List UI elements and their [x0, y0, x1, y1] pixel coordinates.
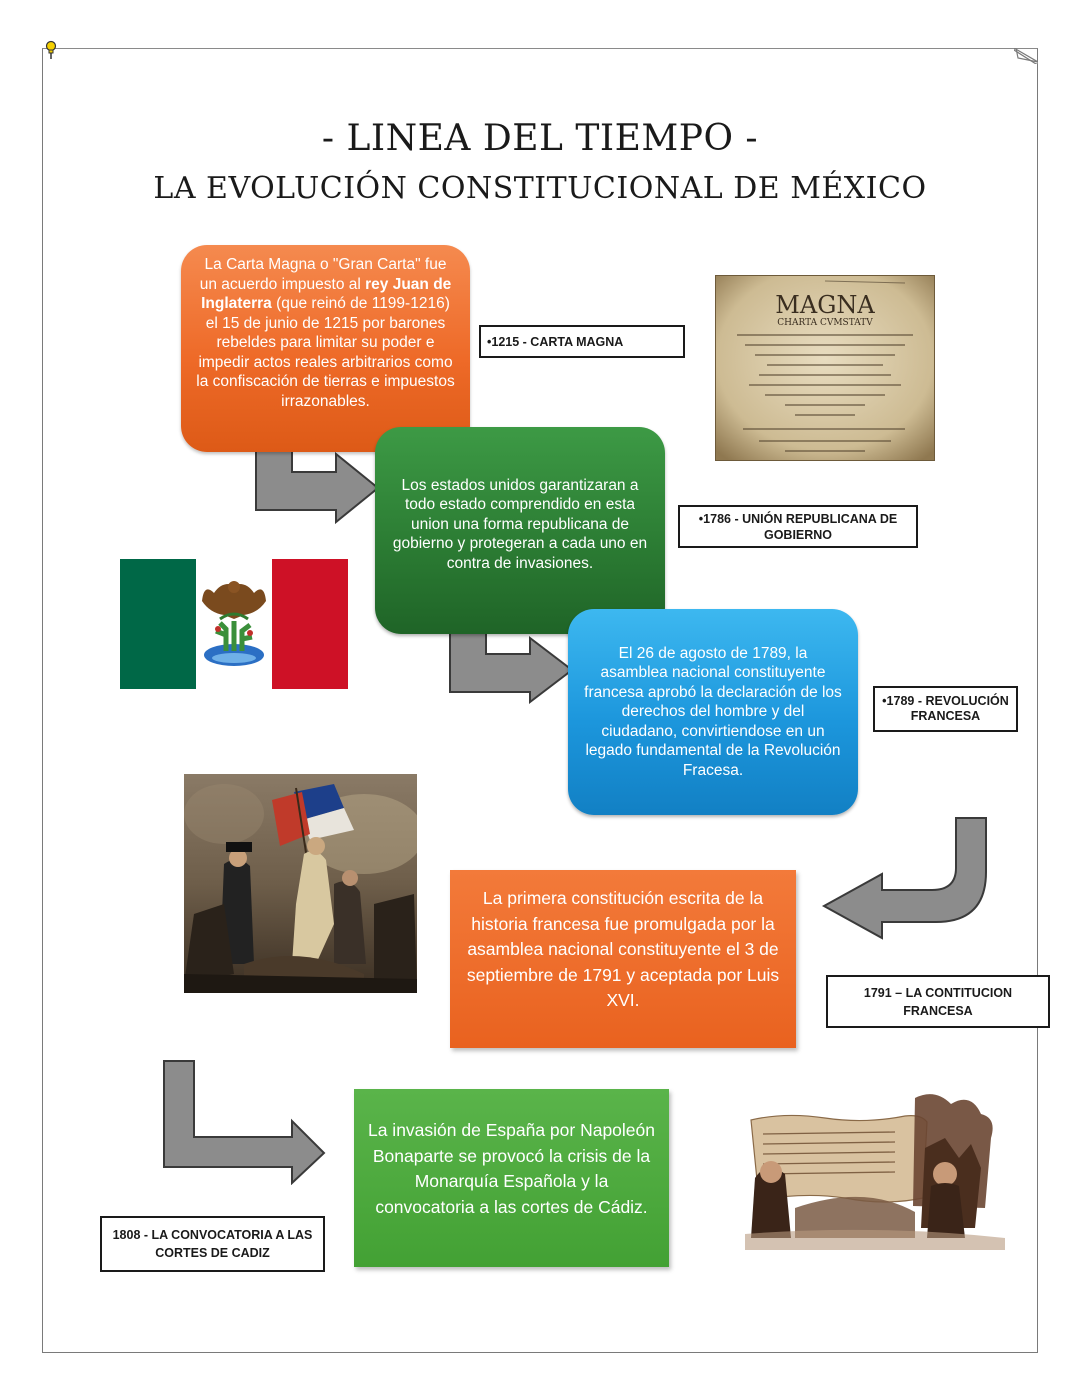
- event-text: La Carta Magna o "Gran Carta" fue un acuerdo impuesto al rey Juan de Inglaterra (que reinó de 1199-1216) el 15 de junio de 1215 por barones rebeldes para limitar su poder e impedir actos reales arbitrarios como la confiscación de tierras e impuestos irrazonables.: [196, 256, 455, 410]
- event-text: La primera constitución escrita de la historia francesa fue promulgada por la asamblea nacional constituyente el 3 de septiembre de 1791 y aceptada por Luis XVI.: [466, 888, 780, 1011]
- event-label-1789: •1789 - REVOLUCIÓN FRANCESA: [873, 686, 1018, 732]
- liberty-leading-the-people-image: [184, 774, 417, 993]
- event-text: Los estados unidos garantizaran a todo estado comprendido en esta union una forma republicana de gobierno y protegeran a cada uno en contra de invasiones.: [392, 476, 648, 572]
- magna-subtitle-text: CHARTA CVMSTATV: [777, 318, 873, 328]
- elbow-arrow-icon: [162, 1059, 328, 1185]
- page-title: - LINEA DEL TIEMPO -: [321, 118, 759, 159]
- event-label-1808: 1808 - LA CONVOCATORIA A LAS CORTES DE CADIZ: [100, 1216, 325, 1272]
- event-box-cortes-de-cadiz: [354, 1089, 669, 1267]
- event-label-1215: •1215 - CARTA MAGNA: [479, 325, 685, 358]
- cortes-de-cadiz-illustration-image: [745, 1088, 1005, 1250]
- mexican-flag-image: [120, 559, 348, 689]
- event-box-carta-magna: [181, 245, 470, 452]
- event-box-revolucion-francesa: [568, 609, 858, 815]
- pushpin-icon: [44, 40, 58, 60]
- magna-title-text: MAGNA: [775, 291, 875, 319]
- magna-carta-document-image: [715, 275, 935, 461]
- bent-arrow-icon: [448, 630, 576, 704]
- event-text: El 26 de agosto de 1789, la asamblea nacional constituyente francesa aprobó la declaración de los derechos del hombre y del ciudadano, convirtiendose en un legado fundamental de la Revolución Fracesa.: [584, 644, 842, 779]
- event-text: La invasión de España por Napoleón Bonaparte se provocó la crisis de la Monarquía Española y la convocatoria a las cortes de Cádiz.: [367, 1120, 655, 1217]
- page-subtitle: LA EVOLUCIÓN CONSTITUCIONAL DE MÉXICO: [153, 171, 927, 206]
- event-label-1786: •1786 - UNIÓN REPUBLICANA DE GOBIERNO: [678, 505, 918, 548]
- bent-arrow-icon: [254, 448, 384, 526]
- event-box-union-republicana: [375, 427, 665, 634]
- event-box-constitucion-francesa: [450, 870, 796, 1048]
- page-fold-icon: [1014, 48, 1038, 64]
- u-turn-arrow-icon: [820, 816, 992, 942]
- event-label-1791: 1791 – LA CONTITUCION FRANCESA: [826, 975, 1050, 1028]
